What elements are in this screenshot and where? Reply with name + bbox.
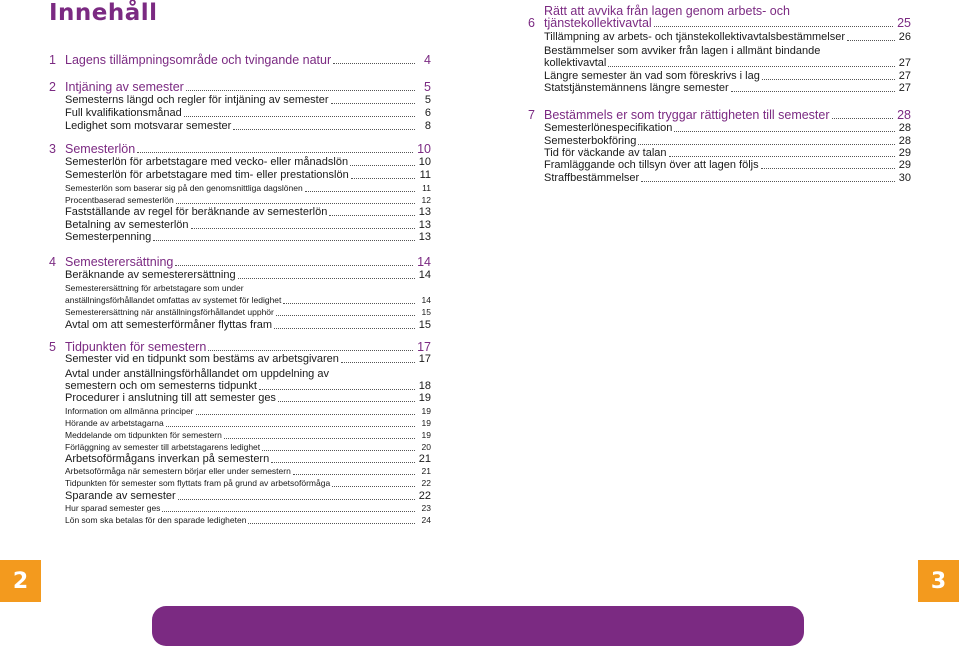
dot-leader <box>341 361 415 363</box>
dot-leader <box>184 115 415 117</box>
toc-entry[interactable] <box>49 465 431 477</box>
dot-leader <box>153 239 415 241</box>
page-number-right: 3 <box>918 560 959 602</box>
toc-page-number: 24 <box>421 515 431 525</box>
toc-entry-label-line1: Semesterersättning för arbetstagare som under <box>65 283 244 293</box>
toc-entry[interactable] <box>49 514 431 526</box>
dot-leader <box>166 425 415 427</box>
toc-entry[interactable] <box>49 194 431 206</box>
toc-entry-label: Full kvalifikationsmånad <box>65 107 182 119</box>
toc-entry-label: Framläggande och tillsyn över att lagen följs <box>544 159 759 171</box>
dot-leader <box>350 164 415 166</box>
toc-entry-label: Lagens tillämpningsområde och tvingande natur <box>65 53 332 67</box>
toc-page-number: 28 <box>897 108 911 122</box>
toc-entry[interactable] <box>49 94 431 106</box>
dot-leader <box>178 498 415 500</box>
toc-entry[interactable] <box>49 453 431 465</box>
toc-entry-label: Meddelande om tidpunkten för semestern <box>65 430 222 440</box>
dot-leader <box>276 314 415 316</box>
dot-leader <box>332 485 415 487</box>
dot-leader <box>248 522 415 524</box>
toc-entry-label: Semesterlön <box>65 142 136 156</box>
toc-entry[interactable] <box>528 135 911 147</box>
dot-leader <box>331 102 415 104</box>
toc-page-number: 11 <box>419 169 431 181</box>
dot-leader <box>238 277 415 279</box>
toc-entry-label-line1: Bestämmelser som avviker från lagen i allmänt bindande <box>544 45 821 57</box>
toc-page-number: 19 <box>421 430 431 440</box>
dot-leader <box>641 180 895 182</box>
toc-entry[interactable] <box>528 122 911 134</box>
toc-entry[interactable] <box>49 353 431 365</box>
toc-entry[interactable] <box>49 306 431 318</box>
toc-page-number: 12 <box>421 195 431 205</box>
toc-entry-label: Procedurer i anslutning till att semester ges <box>65 392 276 404</box>
dot-leader <box>233 128 415 130</box>
toc-entry-label: Semesterbokföring <box>544 135 637 147</box>
toc-entry[interactable] <box>528 147 911 159</box>
dot-leader <box>175 264 413 266</box>
toc-entry-label: Semesterpenning <box>65 231 152 243</box>
dot-leader <box>293 473 415 475</box>
dot-leader <box>305 190 415 192</box>
toc-chapter[interactable] <box>528 17 911 29</box>
toc-page-number: 13 <box>418 231 431 243</box>
toc-entry[interactable] <box>528 31 911 43</box>
toc-page-number: 27 <box>898 70 911 82</box>
toc-page-number: 30 <box>898 172 911 184</box>
toc-chapter[interactable] <box>49 256 431 268</box>
toc-entry[interactable] <box>49 120 431 132</box>
toc-entry[interactable] <box>49 405 431 417</box>
toc-chapter[interactable] <box>49 143 431 155</box>
toc-entry-label: Semesterlön som baserar sig på den genomsnittliga dagslönen <box>65 183 303 193</box>
dot-leader <box>669 155 895 157</box>
toc-page-number: 15 <box>418 319 431 331</box>
toc-entry[interactable] <box>528 82 911 94</box>
toc-entry-label: Fastställande av regel för beräknande av semesterlön <box>65 206 328 218</box>
toc-entry-label: Semesterlön för arbetstagare med vecko- eller månadslön <box>65 156 349 168</box>
toc-entry-label: Statstjänstemännens längre semester <box>544 82 729 94</box>
dot-leader <box>674 130 894 132</box>
footer-bar <box>152 606 804 646</box>
toc-entry-label: Information om allmänna principer <box>65 406 194 416</box>
toc-page-number: 6 <box>424 107 431 119</box>
toc-entry-label: Tillämpning av arbets- och tjänstekollektivavtalsbestämmelser <box>544 31 845 43</box>
toc-entry[interactable] <box>49 182 431 194</box>
chapter-number: 2 <box>49 80 56 94</box>
toc-entry-label: Semesterersättning när anställningsförhållandet upphör <box>65 307 274 317</box>
toc-entry-label: Betalning av semesterlön <box>65 219 189 231</box>
toc-chapter[interactable] <box>49 54 431 66</box>
toc-page-number: 21 <box>421 466 431 476</box>
toc-entry-label: Tid för väckande av talan <box>544 147 667 159</box>
toc-entry[interactable] <box>49 294 431 306</box>
toc-entry[interactable] <box>49 169 431 181</box>
toc-page-number: 13 <box>418 206 431 218</box>
toc-entry-label: Procentbaserad semesterlön <box>65 195 174 205</box>
toc-page-number: 10 <box>417 142 431 156</box>
toc-entry-label: Tidpunkten för semester som flyttats fram på grund av arbetsoförmåga <box>65 478 331 488</box>
toc-entry[interactable] <box>49 156 431 168</box>
toc-page-number: 10 <box>418 156 431 168</box>
toc-entry-label: Hörande av arbetstagarna <box>65 418 164 428</box>
toc-page-number: 29 <box>898 159 911 171</box>
toc-entry[interactable] <box>49 441 431 453</box>
toc-page-number: 5 <box>424 94 431 106</box>
toc-entry[interactable] <box>49 477 431 489</box>
toc-entry-label: Förläggning av semester till arbetstagarens ledighet <box>65 442 261 452</box>
dot-leader <box>762 78 895 80</box>
toc-page-number: 14 <box>418 269 431 281</box>
toc-page-number: 14 <box>421 295 431 305</box>
toc-page-number: 11 <box>422 183 431 193</box>
toc-entry[interactable] <box>49 269 431 281</box>
toc-entry-label: Ledighet som motsvarar semester <box>65 120 232 132</box>
chapter-number: 1 <box>49 53 56 67</box>
page-title: Innehåll <box>49 0 158 26</box>
toc-entry-label: Avtal om att semesterförmåner flyttas fram <box>65 319 273 331</box>
toc-entry[interactable] <box>49 502 431 514</box>
toc-page-number: 28 <box>898 122 911 134</box>
toc-page-number: 21 <box>418 453 431 465</box>
dot-leader <box>208 349 413 351</box>
toc-entry-label: Lön som ska betalas för den sparade ledigheten <box>65 515 247 525</box>
toc-entry-label: Arbetsoförmågans inverkan på semestern <box>65 453 270 465</box>
toc-entry-label: Straffbestämmelser <box>544 172 640 184</box>
toc-entry[interactable] <box>49 219 431 231</box>
toc-entry[interactable] <box>528 172 911 184</box>
toc-page-number: 28 <box>898 135 911 147</box>
toc-chapter[interactable] <box>49 81 431 93</box>
toc-page-number: 15 <box>421 307 431 317</box>
dot-leader <box>196 413 415 415</box>
toc-entry-label: Semester vid en tidpunkt som bestäms av arbetsgivaren <box>65 353 339 365</box>
toc-page-number: 19 <box>421 406 431 416</box>
dot-leader <box>333 62 415 64</box>
dot-leader <box>278 400 415 402</box>
toc-entry[interactable] <box>528 57 911 69</box>
toc-entry-label: Semesterlönespecifikation <box>544 122 673 134</box>
toc-page-number: 19 <box>418 392 431 404</box>
toc-entry-label: kollektivavtal <box>544 57 607 69</box>
toc-entry[interactable] <box>49 319 431 331</box>
toc-page-number: 25 <box>897 16 911 30</box>
dot-leader <box>351 177 415 179</box>
chapter-number: 3 <box>49 142 56 156</box>
dot-leader <box>731 90 895 92</box>
chapter-number: 7 <box>528 108 535 122</box>
dot-leader <box>224 437 415 439</box>
toc-entry[interactable] <box>49 206 431 218</box>
toc-entry-label: Bestämmels er som tryggar rättigheten till semester <box>544 108 830 122</box>
page-number-left: 2 <box>0 560 41 602</box>
toc-page-number: 13 <box>418 219 431 231</box>
toc-entry[interactable] <box>49 107 431 119</box>
toc-page-number: 23 <box>421 503 431 513</box>
dot-leader <box>176 202 415 204</box>
dot-leader <box>274 327 415 329</box>
toc-chapter[interactable] <box>528 109 911 121</box>
toc-entry-label: tjänstekollektivavtal <box>544 16 652 30</box>
toc-entry[interactable] <box>49 231 431 243</box>
toc-entry-label: Semesterns längd och regler för intjäning av semester <box>65 94 329 106</box>
dot-leader <box>847 39 895 41</box>
toc-page-number: 29 <box>898 147 911 159</box>
chapter-number: 5 <box>49 340 56 354</box>
toc-page-number: 8 <box>424 120 431 132</box>
toc-entry[interactable] <box>528 159 911 171</box>
toc-entry[interactable] <box>528 70 911 82</box>
toc-entry-label: Semesterersättning <box>65 255 174 269</box>
dot-leader <box>259 388 415 390</box>
toc-entry[interactable] <box>49 429 431 441</box>
toc-page-number: 17 <box>418 353 431 365</box>
dot-leader <box>162 510 415 512</box>
toc-entry-label: Längre semester än vad som föreskrivs i lag <box>544 70 760 82</box>
chapter-number: 6 <box>528 16 535 30</box>
toc-entry-label: Hur sparad semester ges <box>65 503 161 513</box>
dot-leader <box>761 167 895 169</box>
dot-leader <box>137 151 413 153</box>
toc-entry[interactable] <box>49 392 431 404</box>
chapter-number: 4 <box>49 255 56 269</box>
toc-entry-label: Beräknande av semesterersättning <box>65 269 236 281</box>
toc-page-number: 17 <box>417 340 431 354</box>
toc-page-number: 22 <box>421 478 431 488</box>
toc-entry[interactable] <box>49 417 431 429</box>
dot-leader <box>608 65 894 67</box>
dot-leader <box>329 214 414 216</box>
dot-leader <box>186 89 415 91</box>
toc-page-number: 18 <box>418 380 431 392</box>
toc-page-number: 26 <box>898 31 911 43</box>
toc-entry-label: Arbetsoförmåga när semestern börjar eller under semestern <box>65 466 291 476</box>
toc-page-number: 5 <box>424 80 431 94</box>
toc-entry[interactable] <box>49 380 431 392</box>
dot-leader <box>262 449 415 451</box>
toc-entry[interactable] <box>49 490 431 502</box>
toc-page-number: 14 <box>417 255 431 269</box>
toc-entry-label-line1: Rätt att avvika från lagen genom arbets- och <box>544 4 790 18</box>
dot-leader <box>638 143 894 145</box>
toc-entry-label: anställningsförhållandet omfattas av systemet för ledighet <box>65 295 282 305</box>
toc-page-number: 27 <box>898 57 911 69</box>
toc-page-number: 20 <box>421 442 431 452</box>
toc-chapter[interactable] <box>49 341 431 353</box>
toc-entry-label: semestern och om semesterns tidpunkt <box>65 380 257 392</box>
dot-leader <box>283 302 415 304</box>
toc-entry-label: Intjäning av semester <box>65 80 184 94</box>
dot-leader <box>832 117 894 119</box>
dot-leader <box>271 461 415 463</box>
toc-page-number: 27 <box>898 82 911 94</box>
dot-leader <box>191 227 415 229</box>
toc-entry-label: Semesterlön för arbetstagare med tim- eller prestationslön <box>65 169 349 181</box>
toc-page-number: 19 <box>421 418 431 428</box>
toc-entry-label: Sparande av semester <box>65 490 176 502</box>
toc-page-number: 4 <box>424 53 431 67</box>
toc-entry-label: Tidpunkten för semestern <box>65 340 207 354</box>
dot-leader <box>654 25 893 27</box>
toc-entry-label-line1: Avtal under anställningsförhållandet om uppdelning av <box>65 368 329 380</box>
toc-page-number: 22 <box>418 490 431 502</box>
